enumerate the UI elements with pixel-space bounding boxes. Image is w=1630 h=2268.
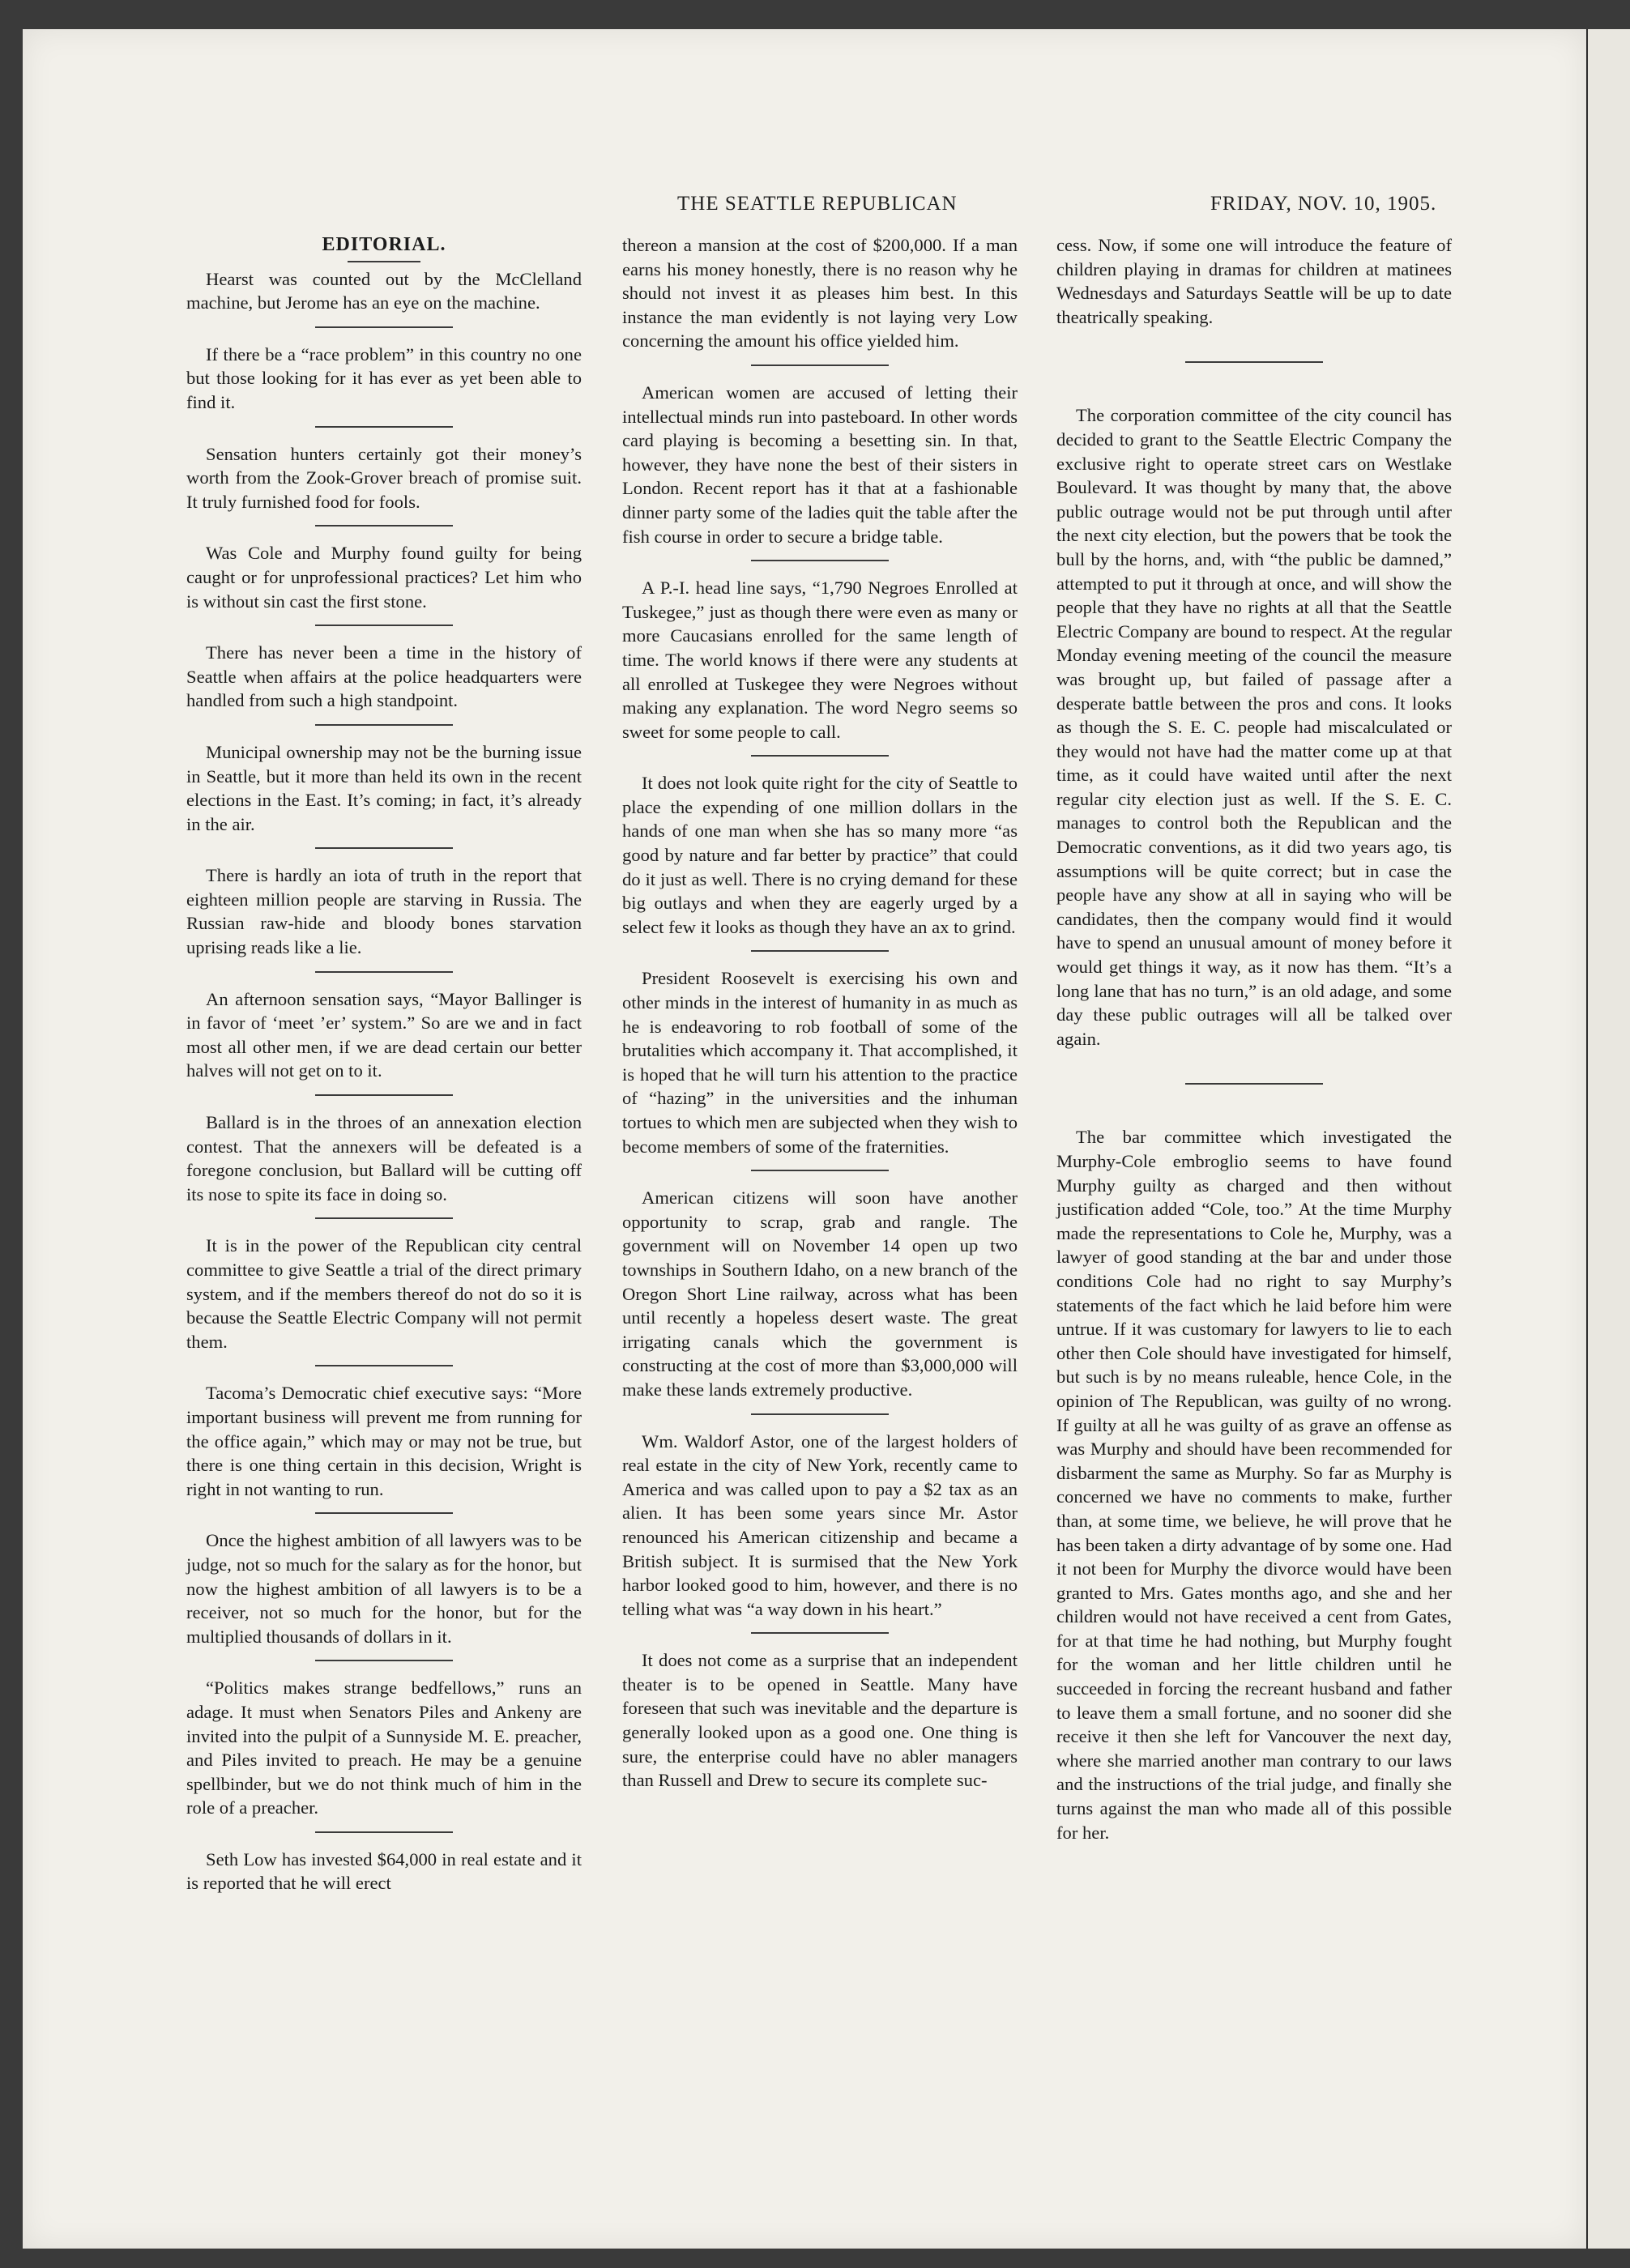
paragraph: thereon a mansion at the cost of $200,000. If a man earns his money honestly, there is no reason why he should not invest it as pleases him best. In this instance the man evidently is not laying very Low concerning the amount his office yielded him. bbox=[622, 235, 1018, 352]
paragraph: Hearst was counted out by the McClelland machine, but Jerome has an eye on the machine. bbox=[186, 268, 582, 313]
divider bbox=[315, 971, 453, 973]
divider bbox=[751, 755, 889, 757]
page-header bbox=[23, 193, 1586, 225]
masthead: THE SEATTLE REPUBLICAN bbox=[677, 193, 958, 215]
paragraph: Municipal ownership may not be the burning issue in Seattle, but it more than held its own in the recent elections in the East. It’s coming; in fact, it’s already in the air. bbox=[186, 741, 582, 834]
column-2 bbox=[622, 233, 1018, 1793]
paragraph: The corporation committee of the city council has decided to grant to the Seattle Electric Company the exclusive right to operate street cars on Westlake Boulevard. It was thought by many that, the above public outrage would not be put through until after the next city election, but the powers that be took the bull by the horns, and, with “the public be damned,” attempted to put it through at once, and will show the people that they have no rights at all that the Seattle Electric Company are bound to respect. At the regular Monday evening meeting of the council the measure was brought up, but failed of passage after a desperate battle between the pros and cons. It looks as though the S. E. C. people had miscalculated or they would not have had the matter come up at that time, as it could have waited until after the next regular city election just as well. If the S. E. C. manages to control both the Republican and the Democratic conventions, as it did two years ago, tis assumptions will be quite correct; but in case the people have any show at all in saying who will be candidates, then the company would find it would have to spend an unusual amount of money before it would get things it way, as it now has them. “It’s a long lane that has no turn,” is an old adage, and some day these public outrages will all be talked over again. bbox=[1056, 405, 1452, 1049]
paragraph: There is hardly an iota of truth in the report that eighteen million people are starving in Russia. The Russian raw-hide and bloody bones starvation uprising reads like a lie. bbox=[186, 865, 582, 958]
paragraph: It does not look quite right for the city of Seattle to place the expending of one million dollars in the hands of one man when she has so many more “as good by nature and far better by practice” that could do it just as well. There is no crying demand for these big outlays and when they are eagerly urged by a select few it looks as though they have an ax to grind. bbox=[622, 773, 1018, 937]
divider bbox=[348, 261, 420, 262]
paragraph: If there be a “race problem” in this country no one but those looking for it has ever as yet been able to find it. bbox=[186, 343, 582, 412]
divider bbox=[315, 847, 453, 849]
paragraph: Wm. Waldorf Astor, one of the largest holders of real estate in the city of New York, recently came to America and was called upon to pay a $2 tax as an alien. It has been some years since Mr. Astor renounced his American citizenship and became a British subject. It is surmised that the New York harbor looked good to him, however, and there is no telling what was “a way down in his heart.” bbox=[622, 1430, 1018, 1619]
paragraph: Once the highest ambition of all lawyers was to be judge, not so much for the salary as for the honor, but now the highest ambition of all lawyers is to be a receiver, not so much for the honor, but for the multiplied thousands of dollars in it. bbox=[186, 1530, 582, 1647]
paragraph: A P.-I. head line says, “1,790 Negroes Enrolled at Tuskegee,” just as though there were even as many or more Caucasians enrolled for the same length of time. The world knows if there were any students at all enrolled at Tuskegee they were Negroes without making any explanation. The word Negro seems so sweet for some people to call. bbox=[622, 578, 1018, 742]
paragraph: It does not come as a surprise that an independent theater is to be opened in Seattle. Many have foreseen that such was inevitable and the departure is generally looked upon as a good one. One thing is sure, the enterprise could have no abler managers than Russell and Drew to secure its complete suc- bbox=[622, 1650, 1018, 1791]
divider bbox=[1185, 361, 1323, 363]
divider bbox=[315, 724, 453, 726]
divider bbox=[751, 950, 889, 952]
divider bbox=[315, 426, 453, 428]
paragraph: There has never been a time in the history of Seattle when affairs at the police headquarters were handled from such a high standpoint. bbox=[186, 642, 582, 711]
divider bbox=[751, 1413, 889, 1415]
paragraph: American citizens will soon have another opportunity to scrap, grab and rangle. The government will on November 14 open up two townships in Southern Idaho, on a new branch of the Oregon Short Line railway, across what has been until recently a hopeless desert waste. The great irrigating canals which the government is constructing at the cost of more than $3,000,000 will make these lands extremely productive. bbox=[622, 1187, 1018, 1400]
divider bbox=[1185, 1083, 1323, 1085]
paragraph: President Roosevelt is exercising his own and other minds in the interest of humanity in as much as he is endeavoring to rob football of some of the brutalities which accompany it. That accomplished, it is hoped that he will turn his attention to the practice of “hazing” in the universities and the inhuman tortues to which men are subjected when they wish to become members of some of the fraternities. bbox=[622, 968, 1018, 1157]
paragraph: Tacoma’s Democratic chief executive says: “More important business will prevent me from running for the office again,” which may or may not be true, but there is one thing certain in this decision, Wright is right in not wanting to run. bbox=[186, 1383, 582, 1499]
divider bbox=[315, 1217, 453, 1219]
divider bbox=[315, 326, 453, 328]
paragraph: “Politics makes strange bedfellows,” runs an adage. It must when Senators Piles and Ankeny are invited into the pulpit of a Sunnyside M. E. preacher, and Piles invited to preach. He may be a genuine spellbinder, but we do not think much of him in the role of a preacher. bbox=[186, 1678, 582, 1818]
divider bbox=[315, 625, 453, 626]
paragraph: It is in the power of the Republican city central committee to give Seattle a trial of the direct primary system, and if the members thereof do not do so it is because the Seattle Electric Company will not permit them. bbox=[186, 1235, 582, 1352]
divider bbox=[315, 1094, 453, 1096]
column-3 bbox=[1056, 233, 1452, 1844]
divider bbox=[751, 1632, 889, 1634]
paragraph: The bar committee which investigated the Murphy-Cole embroglio seems to have found Murphy guilty as charged and then without justification added “Cole, too.” At the time Murphy made the representations to Cole he, Murphy, was a lawyer of good standing at the bar and under those conditions Cole had no right to say Murphy’s statements of the fact which he laid before him were untrue. If it was customary for lawyers to lie to each other then Cole should have investigated for himself, but such is by no means ruleable, hence Cole, in the opinion of The Republican, was guilty of no wrong. If guilty at all he was guilty of as grave an offense as was Murphy and should have been recommended for disbarment the same as Murphy. So far as Murphy is concerned we have no comments to make, further than, at some time, we believe, he will prove that he has been taken a dirty advantage of by some one. Had it not been for Murphy the divorce would have been granted to Mrs. Gates months ago, and she and her children would not have received a cent from Gates, for at that time he had nothing, but Murphy fought for the woman and her little children until he succeeded in forcing the recreant husband and father to leave them a small fortune, and no sooner did she receive it then she left for Vancouver the next day, where she married another man contrary to our laws and the instructions of the trial judge, and finally she turns against the man who made all of this possible for her. bbox=[1056, 1127, 1452, 1843]
paragraph: cess. Now, if some one will introduce the feature of children playing in dramas for children at matinees Wednesdays and Saturdays Seattle will be up to date theatrically speaking. bbox=[1056, 235, 1452, 327]
divider bbox=[315, 1365, 453, 1366]
divider bbox=[751, 560, 889, 561]
divider bbox=[751, 364, 889, 366]
issue-date: FRIDAY, NOV. 10, 1905. bbox=[1210, 193, 1437, 215]
divider bbox=[315, 1512, 453, 1514]
section-heading: EDITORIAL. bbox=[322, 234, 446, 255]
paragraph: Seth Low has invested $64,000 in real estate and it is reported that he will erect bbox=[186, 1848, 582, 1894]
paragraph: An afternoon sensation says, “Mayor Ballinger is in favor of ‘meet ’er’ system.” So are we and in fact most all other men, if we are dead certain our better halves will not get on to it. bbox=[186, 988, 582, 1081]
newspaper-page bbox=[23, 29, 1586, 2249]
paragraph: Ballard is in the throes of an annexation election contest. That the annexers will be defeated is a foregone conclusion, but Ballard will be cutting off its nose to spite its face in doing so. bbox=[186, 1112, 582, 1204]
divider bbox=[751, 1170, 889, 1171]
divider bbox=[315, 525, 453, 526]
paragraph: American women are accused of letting their intellectual minds run into pasteboard. In other words card playing is becoming a besetting sin. In that, however, they have none the best of their sisters in London. Recent report has it that at a fashionable dinner party some of the ladies quit the table after the fish course in order to secure a bridge table. bbox=[622, 382, 1018, 547]
divider bbox=[315, 1660, 453, 1661]
paragraph: Was Cole and Murphy found guilty for being caught or for unprofessional practices? Let him who is without sin cast the first stone. bbox=[186, 543, 582, 612]
divider bbox=[315, 1831, 453, 1833]
column-1 bbox=[186, 233, 582, 1895]
paragraph: Sensation hunters certainly got their money’s worth from the Zook-Grover breach of promise suit. It truly furnished food for fools. bbox=[186, 443, 582, 512]
adjacent-page-edge bbox=[1586, 29, 1630, 2249]
